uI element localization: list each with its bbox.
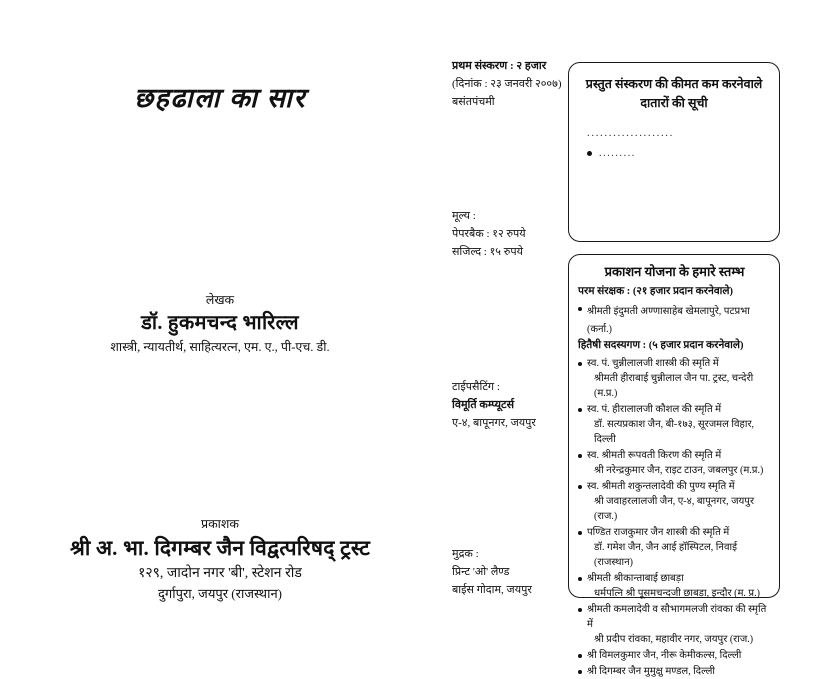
benefactor-entry-line-1: श्री दिगम्बर जैन मुमुक्षु मण्डल, दिल्ली — [587, 665, 715, 677]
benefactor-entry — [578, 571, 771, 601]
bullet-icon — [578, 670, 582, 674]
printer-name: प्रिन्ट 'ओ' लैण्ड — [452, 565, 510, 578]
benefactor-entry — [578, 602, 771, 647]
benefactor-entry — [578, 402, 771, 447]
benefactor-entry-line-2: श्री नरेन्द्रकुमार जैन, राइट टाउन, जबलपुर (म.प्र.) — [594, 464, 764, 476]
benefactor-entry — [578, 648, 771, 663]
benefactor-entry-line-1: स्व. पं. चुन्नीलालजी शास्त्री की स्मृति में — [587, 357, 719, 369]
pillars-panel-title: प्रकाशन योजना के हमारे स्तम्भ — [604, 264, 745, 279]
patron-entry — [578, 301, 771, 337]
benefactor-entry-line-2: श्रीमती हीराबाई चुन्नीलाल जैन पा. ट्रस्ट, चन्देरी (म.प्र.) — [594, 372, 754, 399]
bullet-icon — [578, 577, 582, 581]
book-title: छहढाला का सार — [134, 83, 306, 113]
bullet-icon — [587, 151, 592, 156]
bullet-icon — [578, 454, 582, 458]
benefactor-entry — [578, 664, 771, 679]
printer-label: मुद्रक : — [452, 548, 479, 560]
benefactor-entry-line-1: स्व. श्रीमती रूपवती किरण की स्मृति में — [587, 449, 722, 461]
publisher-label: प्रकाशक — [200, 517, 240, 531]
benefactor-entry — [578, 356, 771, 401]
patron-entry-text: श्रीमती इंदुमती अण्णासाहेब खेमलापुरे, पटप्रभा (कर्ना.) — [587, 306, 750, 336]
benefactor-entry — [578, 479, 771, 524]
bullet-icon — [578, 654, 582, 658]
edition-info — [452, 58, 574, 111]
donors-panel-title-line-2: दातारों की सूची — [640, 95, 708, 110]
publisher-block — [0, 516, 440, 604]
typesetting-info — [452, 379, 574, 432]
publisher-name: श्री अ. भा. दिगम्बर जैन विद्वत्परिषद् ट्रस्ट — [69, 535, 371, 560]
benefactor-entry-line-1: स्व. पं. हीरालालजी कौशल की स्मृति में — [587, 403, 722, 415]
benefactor-entry-line-2: डॉ. गमेश जैन, जैन आई हॉस्पिटल, निवाई (राजस्थान) — [594, 541, 737, 568]
edition-line-2: (दिनांक : २३ जनवरी २००७) — [452, 77, 562, 90]
price-info — [452, 208, 574, 261]
publisher-address-line-2: दुर्गापुरा, जयपुर (राजस्थान) — [158, 585, 282, 601]
donors-list-panel — [568, 62, 780, 242]
bullet-icon — [578, 307, 582, 311]
bullet-icon — [578, 531, 582, 535]
patron-subheading: परम संरक्षक : (२१ हजार प्रदान करनेवाले) — [578, 286, 734, 298]
benefactor-entry-line-1: पण्डित राजकुमार जैन शास्त्री की स्मृति में — [587, 526, 730, 538]
publisher-address-line-1: १२९, जादोन नगर 'बी', स्टेशन रोड — [138, 566, 302, 582]
benefactor-entry-line-1: श्रीमती कमलादेवी व सौभागमलजी रांवका की स्मृति में — [587, 603, 767, 630]
benefactor-entry-line-2: डॉ. सत्यप्रकाश जैन, बी-१७३, सूरजमल विहार, दिल्ली — [594, 418, 755, 445]
benefactor-entry — [578, 448, 771, 478]
benefactor-entry-line-1: श्रीमती श्रीकान्ताबाई छाबड़ा — [587, 572, 684, 584]
donors-dotted-bullet-row — [587, 148, 769, 159]
bullet-icon — [578, 608, 582, 612]
edition-line-3: बसंतपंचमी — [452, 95, 495, 108]
imprint-details-column — [452, 0, 574, 639]
price-label: मूल्य : — [452, 210, 476, 222]
author-label: लेखक — [205, 293, 235, 307]
imprint-page — [440, 0, 828, 677]
typesetting-name: विमूर्ति कम्प्यूटर्स — [452, 398, 515, 411]
donors-panel-title-line-1: प्रस्तुत संस्करण की कीमत कम करनेवाले — [585, 77, 763, 91]
benefactor-entry-line-2: श्री प्रदीप रांवका, महावीर नगर, जयपुर (राज.) — [594, 633, 754, 645]
donors-dotted-bullet-line: ......... — [599, 147, 636, 159]
benefactor-entry-line-2: श्री जवाहरलालजी जैन, ए-४, बापूनगर, जयपुर (राज.) — [594, 495, 755, 522]
bullet-icon — [578, 362, 582, 366]
publication-pillars-panel — [568, 254, 780, 677]
typesetting-address: ए-४, बापूनगर, जयपुर — [452, 416, 536, 429]
benefactor-subheading: हितैषी सदस्यगण : (५ हजार प्रदान करनेवाले) — [578, 340, 744, 352]
benefactor-entry-line-1: स्व. श्रीमती शकुन्तलादेवी की पुण्य स्मृति में — [587, 480, 735, 492]
bullet-icon — [578, 485, 582, 489]
edition-line-1: प्रथम संस्करण : २ हजार — [452, 60, 547, 72]
bullet-icon — [578, 408, 582, 412]
printer-address: बाईस गोदाम, जयपुर — [452, 583, 532, 596]
price-paperback: पेपरबैक : १२ रुपये — [452, 227, 526, 240]
author-credentials: शास्त्री, न्यायतीर्थ, साहित्यरत्न, एम. ए., पी-एच. डी. — [110, 339, 330, 354]
author-name: डॉ. हुकमचन्द भारिल्ल — [141, 311, 299, 334]
donors-dotted-line: .................... — [587, 126, 674, 139]
benefactor-entry — [578, 525, 771, 570]
typesetting-label: टाईपसैटिंग : — [452, 381, 500, 393]
benefactor-entry-line-1: श्री विमलकुमार जैन, नीरू केमीकल्स, दिल्ली — [587, 649, 742, 661]
author-block — [0, 292, 440, 357]
benefactor-list — [578, 356, 771, 679]
printer-info — [452, 546, 574, 599]
benefactor-entry-line-2: धर्मपत्नि श्री पूसमचन्दजी छाबड़ा, इन्दौर (म. प्र.) — [594, 587, 760, 599]
price-hardbound: सजिल्द : १५ रुपये — [452, 245, 523, 258]
